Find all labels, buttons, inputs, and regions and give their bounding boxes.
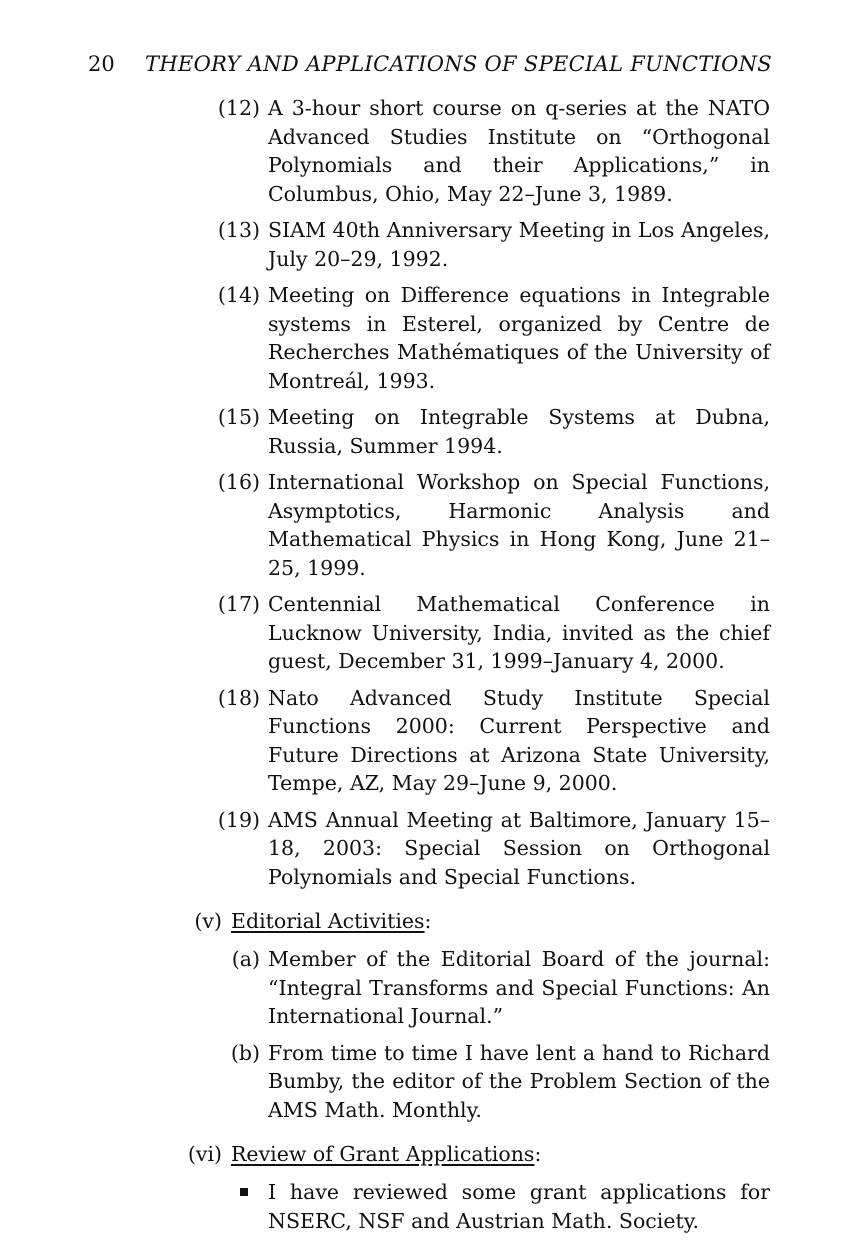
item-number: (15) <box>217 405 260 429</box>
bullet-icon <box>240 1188 248 1196</box>
list-item-14 <box>0 281 856 395</box>
item-text: Nato Advanced Study Institute Special Functions 2000: Current Perspective and Future Directions at Arizona State University, Tempe, AZ, May 29–June 9, 2000. <box>268 685 770 795</box>
item-number: (14) <box>217 283 260 307</box>
list-item-17 <box>0 590 856 676</box>
section-title-colon: : <box>424 909 432 933</box>
item-number: (18) <box>217 685 260 710</box>
running-title: THEORY AND APPLICATIONS OF SPECIAL FUNCTIONS <box>145 52 772 76</box>
item-number: (13) <box>217 218 260 242</box>
list-item-13 <box>0 216 856 273</box>
item-number: (12) <box>217 96 260 120</box>
item-text: Centennial Mathematical Conference in Lucknow University, India, invited as the chief guest, December 31, 1999–January 4, 2000. <box>268 592 770 673</box>
page-body <box>0 94 856 1243</box>
item-text: AMS Annual Meeting at Baltimore, January 15–18, 2003: Special Session on Orthogonal Polynomials and Special Functions. <box>268 807 770 889</box>
item-text: Meeting on Integrable Systems at Dubna, Russia, Summer 1994. <box>268 405 770 458</box>
item-number: (16) <box>217 470 260 494</box>
item-number: (19) <box>217 807 260 832</box>
list-item-15 <box>0 403 856 460</box>
section-title <box>231 1140 541 1169</box>
item-number: (17) <box>217 592 260 616</box>
list-item-b <box>0 1039 856 1125</box>
item-text: SIAM 40th Anniversary Meeting in Los Angeles, July 20–29, 1992. <box>268 218 770 271</box>
list-item-19 <box>0 806 856 892</box>
item-text: I have reviewed some grant applications for NSERC, NSF and Austrian Math. Society. <box>268 1180 770 1233</box>
list-item-12 <box>0 94 856 208</box>
section-title-colon: : <box>534 1142 542 1166</box>
list-item-a <box>0 945 856 1031</box>
item-number: (b) <box>230 1040 260 1065</box>
item-text: Meeting on Difference equations in Integrable systems in Esterel, organized by Centre de Recherches Mathématiques of the University of Montreál, 1993. <box>268 283 770 393</box>
page-header <box>88 52 772 82</box>
list-item-16 <box>0 468 856 582</box>
section-title-text: Review of Grant Applications <box>231 1142 535 1166</box>
item-number: (a) <box>231 947 260 971</box>
item-text: From time to time I have lent a hand to Richard Bumby, the editor of the Problem Section of the AMS Math. Monthly. <box>268 1040 770 1122</box>
section-number: (v) <box>194 909 222 933</box>
section-heading-editorial <box>0 907 856 937</box>
bullet-item <box>0 1178 856 1235</box>
section-title <box>231 907 431 936</box>
item-text: International Workshop on Special Functions, Asymptotics, Harmonic Analysis and Mathematical Physics in Hong Kong, June 21–25, 1999. <box>268 470 770 580</box>
section-heading-grants <box>0 1140 856 1170</box>
item-text: A 3-hour short course on q-series at the NATO Advanced Studies Institute on “Orthogonal Polynomials and their Applications,” in Columbus, Ohio, May 22–June 3, 1989. <box>268 96 770 206</box>
list-item-18 <box>0 684 856 798</box>
item-text: Member of the Editorial Board of the journal: “Integral Transforms and Special Functions: An International Journal.” <box>268 947 770 1028</box>
page-number: 20 <box>88 52 115 76</box>
section-number: (vi) <box>187 1142 222 1166</box>
section-title-text: Editorial Activities <box>231 909 425 933</box>
